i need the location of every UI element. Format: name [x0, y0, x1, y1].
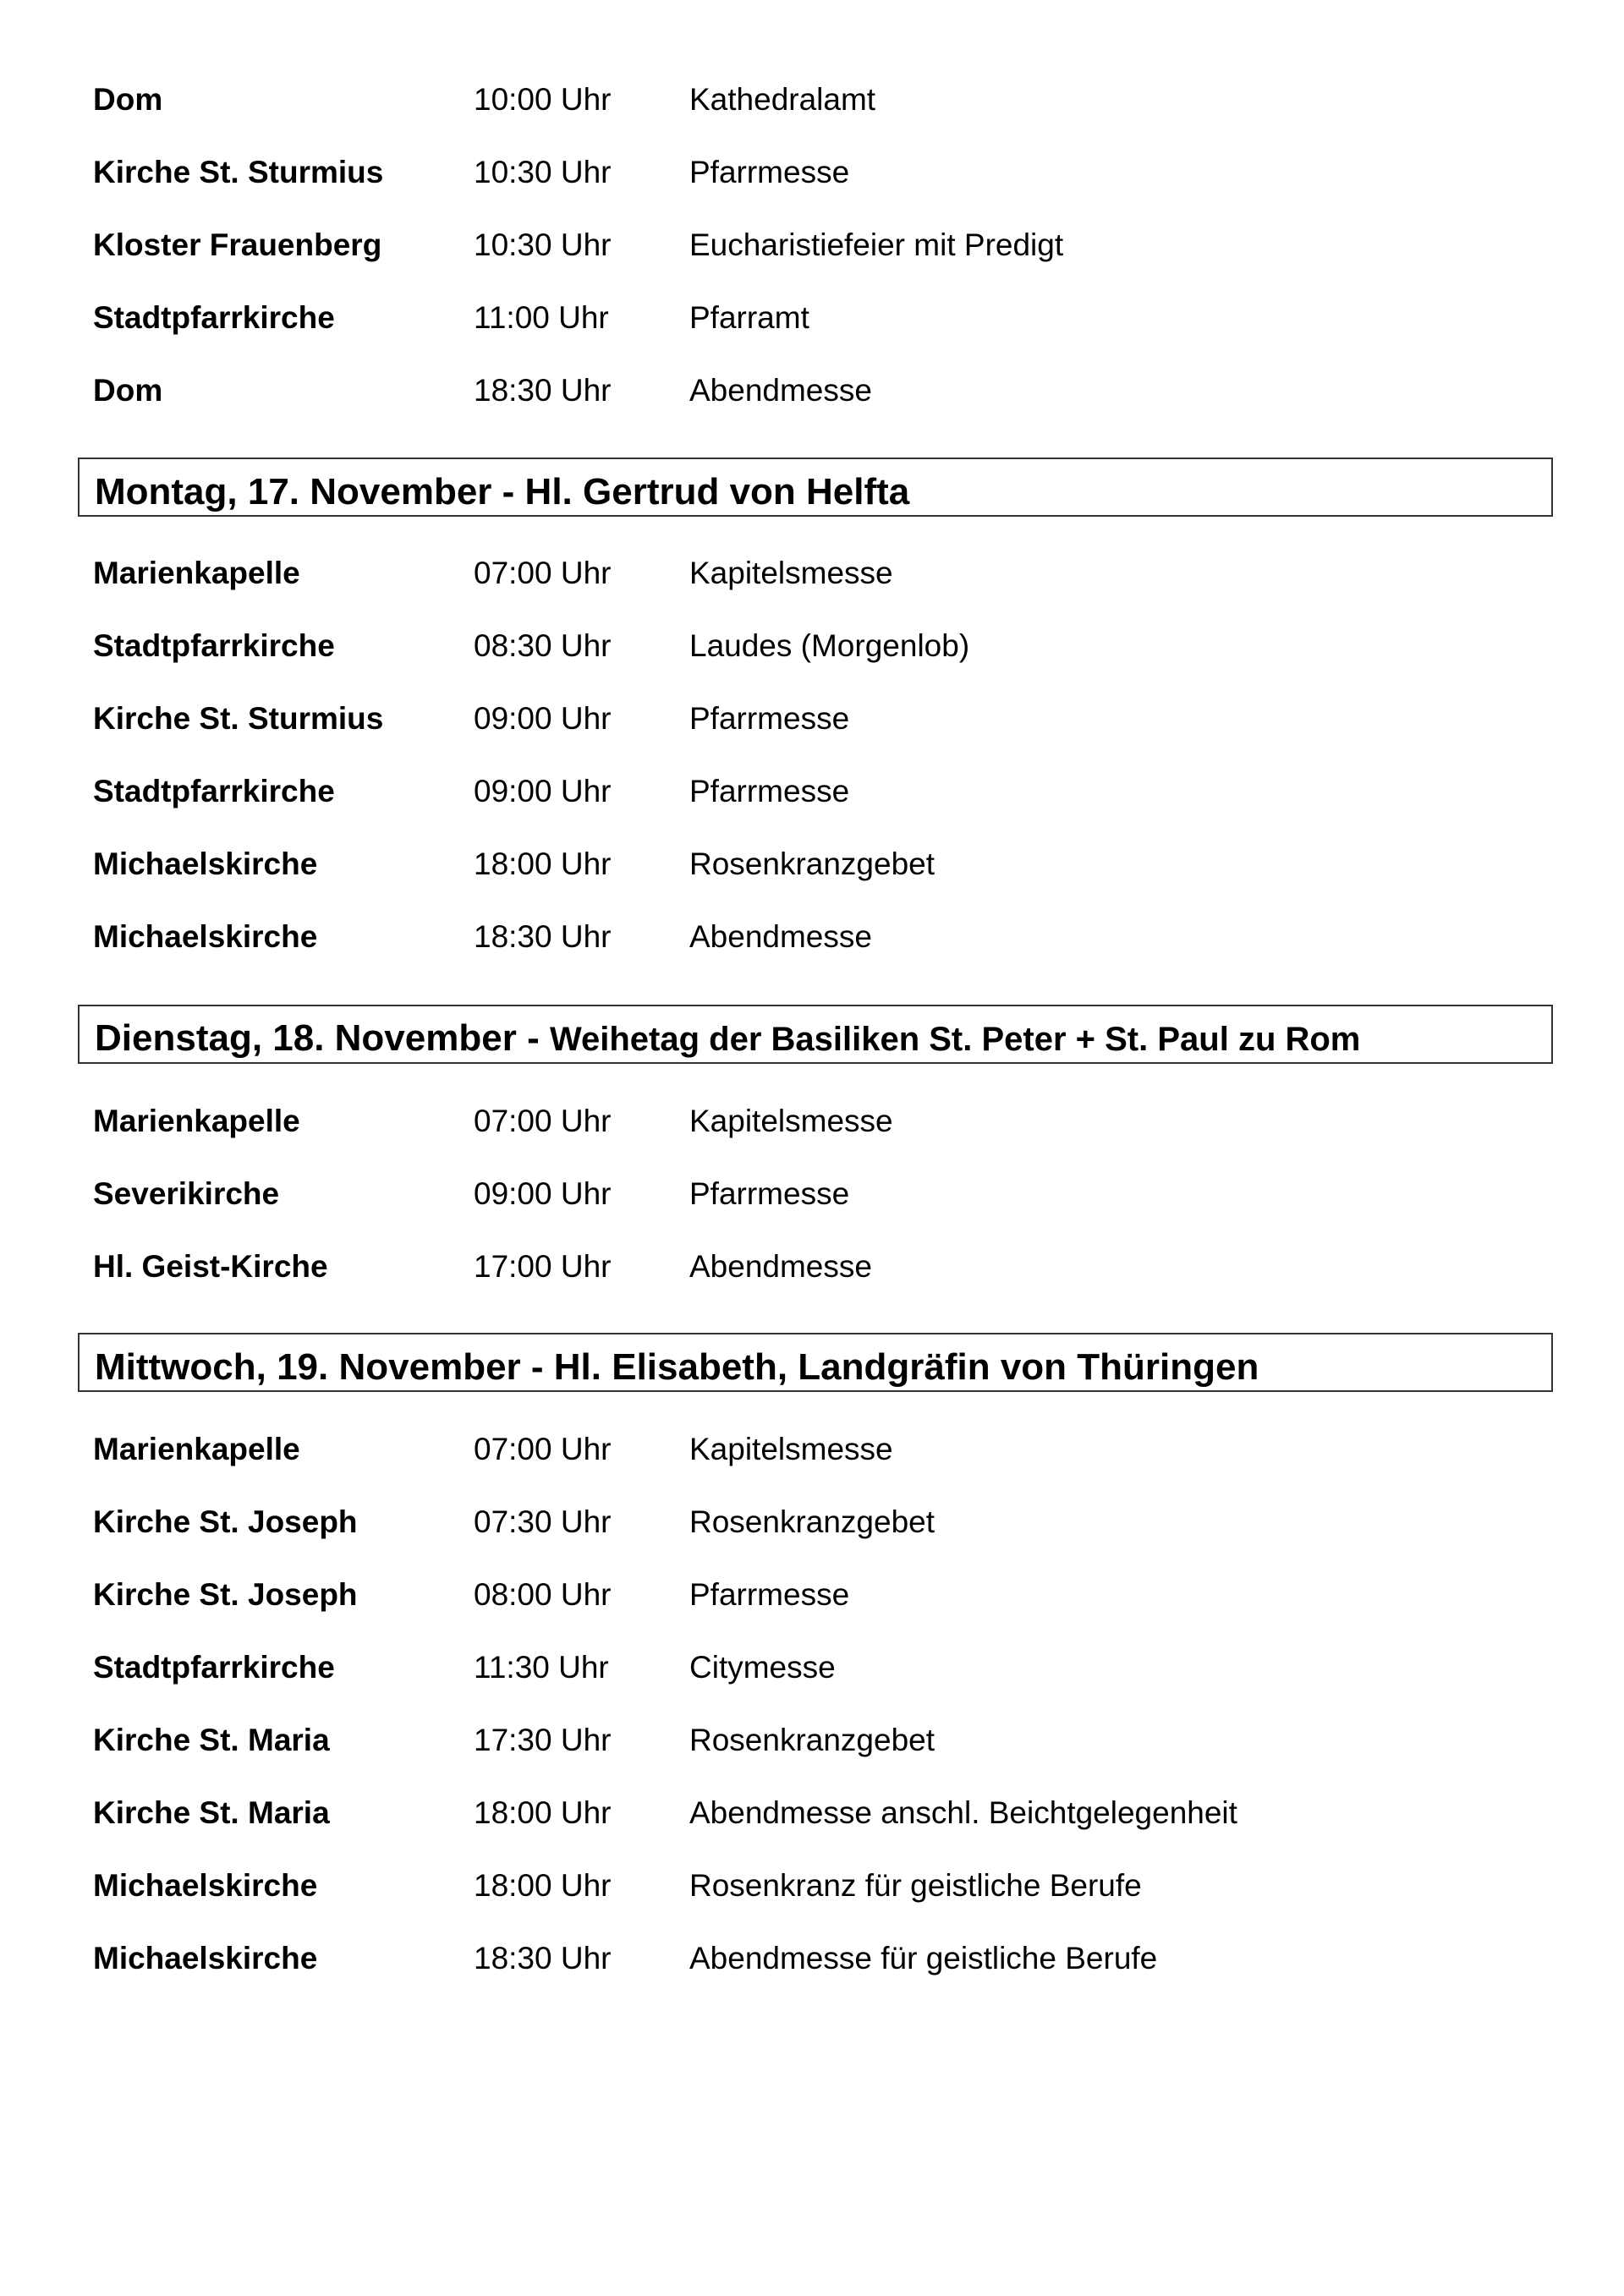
row-time: 18:30 Uhr — [474, 1941, 612, 1975]
row-description: Abendmesse — [689, 373, 872, 408]
row-time: 09:00 Uhr — [474, 701, 612, 736]
row-place: Kirche St. Sturmius — [93, 701, 384, 736]
row-place: Stadtpfarrkirche — [93, 774, 335, 808]
row-time: 18:30 Uhr — [474, 919, 612, 954]
row-description: Laudes (Morgenlob) — [689, 628, 970, 663]
row-description: Kapitelsmesse — [689, 1104, 893, 1138]
schedule-row — [0, 147, 1624, 198]
row-place: Kirche St. Maria — [93, 1795, 330, 1830]
row-time: 10:00 Uhr — [474, 82, 612, 117]
row-description: Abendmesse — [689, 1249, 872, 1284]
day-feast: Hl. Gertrud von Helfta — [524, 471, 910, 512]
row-time: 09:00 Uhr — [474, 774, 612, 808]
day-heading-text — [95, 1017, 1360, 1060]
schedule-row — [0, 220, 1624, 271]
row-description: Abendmesse anschl. Beichtgelegenheit — [689, 1795, 1237, 1830]
row-place: Kloster Frauenberg — [93, 227, 382, 262]
schedule-row — [0, 548, 1624, 599]
row-time: 18:00 Uhr — [474, 1868, 612, 1903]
row-place: Marienkapelle — [93, 556, 300, 590]
row-time: 11:30 Uhr — [474, 1650, 609, 1685]
row-time: 07:00 Uhr — [474, 556, 612, 590]
day-heading-text — [95, 1346, 1259, 1389]
row-time: 17:00 Uhr — [474, 1249, 612, 1284]
row-place: Severikirche — [93, 1176, 280, 1211]
schedule-row — [0, 912, 1624, 962]
schedule-row — [0, 1497, 1624, 1548]
day-heading — [78, 458, 1553, 517]
row-place: Kirche St. Joseph — [93, 1504, 358, 1539]
schedule-row — [0, 839, 1624, 890]
schedule-row — [0, 1241, 1624, 1292]
schedule-row — [0, 293, 1624, 343]
row-time: 10:30 Uhr — [474, 227, 612, 262]
schedule-row — [0, 693, 1624, 744]
row-description: Pfarrmesse — [689, 774, 850, 808]
schedule-row — [0, 1860, 1624, 1911]
day-heading-text — [95, 471, 909, 513]
row-time: 11:00 Uhr — [474, 300, 609, 335]
day-date: Montag, 17. November - — [95, 471, 525, 512]
row-time: 18:00 Uhr — [474, 1795, 612, 1830]
row-place: Stadtpfarrkirche — [93, 1650, 335, 1685]
row-time: 17:30 Uhr — [474, 1723, 612, 1757]
row-time: 07:00 Uhr — [474, 1104, 612, 1138]
schedule-row — [0, 365, 1624, 416]
row-time: 09:00 Uhr — [474, 1176, 612, 1211]
row-description: Pfarrmesse — [689, 1176, 850, 1211]
day-heading — [78, 1005, 1553, 1064]
row-place: Michaelskirche — [93, 1868, 318, 1903]
day-date: Dienstag, 18. November - — [95, 1017, 550, 1059]
row-time: 18:30 Uhr — [474, 373, 612, 408]
row-place: Dom — [93, 373, 163, 408]
row-description: Citymesse — [689, 1650, 836, 1685]
schedule-row — [0, 1570, 1624, 1620]
row-description: Pfarramt — [689, 300, 809, 335]
row-description: Abendmesse für geistliche Berufe — [689, 1941, 1158, 1975]
row-description: Kapitelsmesse — [689, 556, 893, 590]
schedule-row — [0, 766, 1624, 817]
day-feast: Weihetag der Basiliken St. Peter + St. Paul zu Rom — [549, 1021, 1361, 1058]
schedule-row — [0, 1715, 1624, 1766]
row-place: Stadtpfarrkirche — [93, 300, 335, 335]
row-place: Dom — [93, 82, 163, 117]
schedule-row — [0, 74, 1624, 125]
schedule-row — [0, 621, 1624, 671]
row-description: Eucharistiefeier mit Predigt — [689, 227, 1064, 262]
row-place: Hl. Geist-Kirche — [93, 1249, 328, 1284]
row-description: Rosenkranzgebet — [689, 1723, 935, 1757]
day-heading — [78, 1333, 1553, 1392]
row-description: Pfarrmesse — [689, 701, 850, 736]
schedule-row — [0, 1933, 1624, 1984]
row-place: Marienkapelle — [93, 1432, 300, 1466]
row-description: Kathedralamt — [689, 82, 876, 117]
row-description: Rosenkranzgebet — [689, 847, 935, 881]
row-time: 18:00 Uhr — [474, 847, 612, 881]
row-time: 08:30 Uhr — [474, 628, 612, 663]
day-feast: Hl. Elisabeth, Landgräfin von Thüringen — [553, 1346, 1259, 1388]
row-time: 10:30 Uhr — [474, 155, 612, 189]
row-place: Michaelskirche — [93, 919, 318, 954]
row-place: Kirche St. Maria — [93, 1723, 330, 1757]
row-place: Kirche St. Joseph — [93, 1577, 358, 1612]
row-description: Abendmesse — [689, 919, 872, 954]
row-place: Michaelskirche — [93, 1941, 318, 1975]
row-place: Marienkapelle — [93, 1104, 300, 1138]
row-time: 07:30 Uhr — [474, 1504, 612, 1539]
row-time: 08:00 Uhr — [474, 1577, 612, 1612]
schedule-row — [0, 1169, 1624, 1219]
row-description: Kapitelsmesse — [689, 1432, 893, 1466]
row-place: Stadtpfarrkirche — [93, 628, 335, 663]
row-description: Rosenkranz für geistliche Berufe — [689, 1868, 1142, 1903]
schedule-row — [0, 1424, 1624, 1475]
schedule-row — [0, 1642, 1624, 1693]
row-description: Pfarrmesse — [689, 1577, 850, 1612]
row-place: Kirche St. Sturmius — [93, 155, 384, 189]
row-description: Rosenkranzgebet — [689, 1504, 935, 1539]
row-place: Michaelskirche — [93, 847, 318, 881]
schedule-row — [0, 1096, 1624, 1147]
row-time: 07:00 Uhr — [474, 1432, 612, 1466]
row-description: Pfarrmesse — [689, 155, 850, 189]
schedule-row — [0, 1788, 1624, 1838]
day-date: Mittwoch, 19. November - — [95, 1346, 554, 1388]
